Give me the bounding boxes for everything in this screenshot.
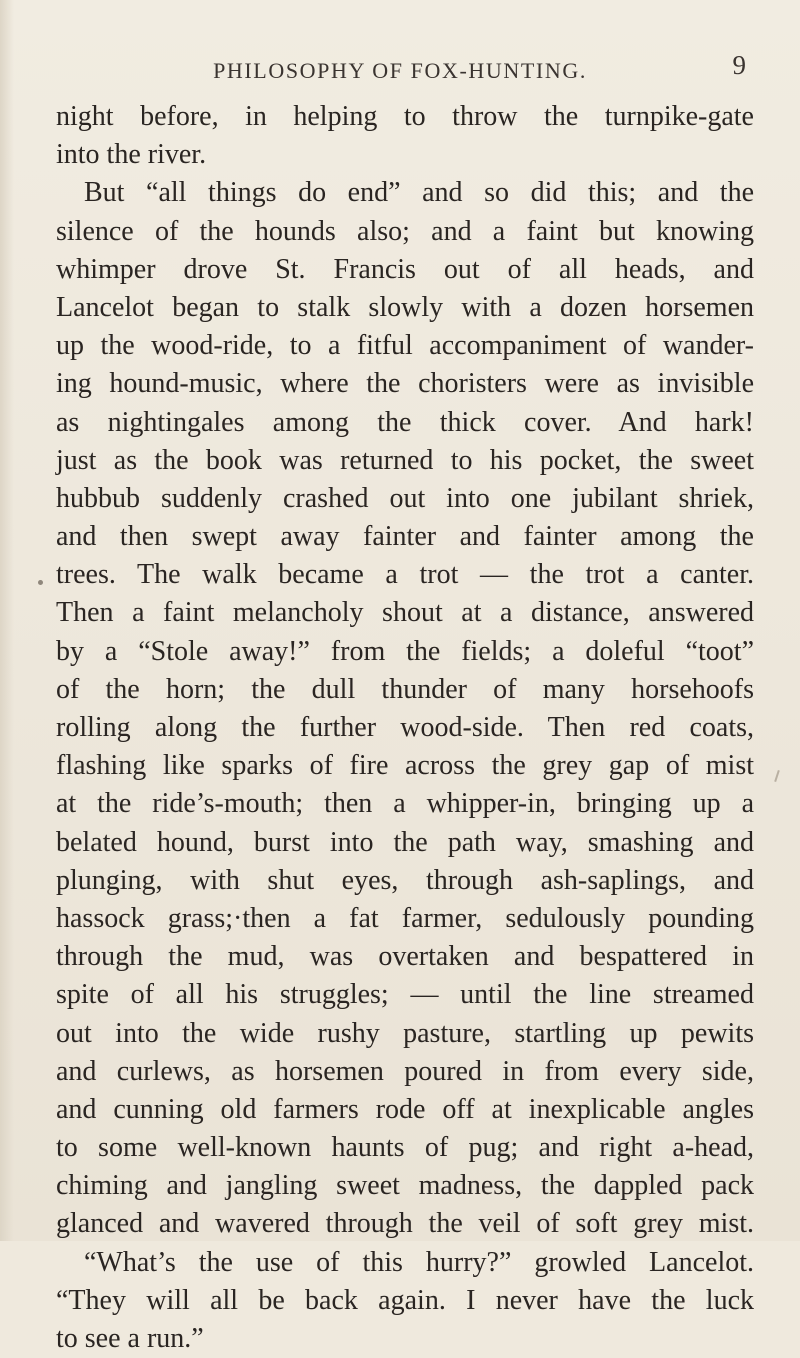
- text-line: and cunning old farmers rode off at inexplicable angles: [56, 1093, 754, 1125]
- text-line: at the ride’s-mouth; then a whipper-in, bringing up a: [56, 788, 754, 820]
- text-line: hassock grass;·then a fat farmer, sedulously pounding: [56, 902, 754, 934]
- text-line: plunging, with shut eyes, through ash-saplings, and: [56, 864, 754, 896]
- ink-speck: [38, 580, 43, 585]
- text-line: belated hound, burst into the path way, smashing and: [56, 826, 754, 858]
- text-line: through the mud, was overtaken and bespattered in: [56, 941, 754, 973]
- running-title: PHILOSOPHY OF FOX-HUNTING.: [213, 58, 587, 83]
- text-line: chiming and jangling sweet madness, the dappled pack: [56, 1170, 754, 1202]
- page-number: 9: [732, 50, 746, 80]
- text-line: Then a faint melancholy shout at a distance, answered: [56, 597, 754, 629]
- text-line: trees. The walk became a trot — the trot a canter.: [56, 559, 754, 591]
- text-line: and curlews, as horsemen poured in from every side,: [56, 1055, 754, 1087]
- text-line: by a “Stole away!” from the fields; a doleful “toot”: [56, 635, 754, 667]
- text-line: “They will all be back again. I never have the luck: [56, 1284, 754, 1316]
- text-line: just as the book was returned to his pocket, the sweet: [56, 444, 754, 476]
- text-line: silence of the hounds also; and a faint but knowing: [56, 215, 754, 247]
- text-line: out into the wide rushy pasture, startling up pewits: [56, 1017, 754, 1049]
- text-line: to some well-known haunts of pug; and right a-head,: [56, 1132, 754, 1164]
- page-edge-shadow: [0, 0, 14, 1241]
- text-line: rolling along the further wood-side. Then red coats,: [56, 712, 754, 743]
- text-line: whimper drove St. Francis out of all heads, and: [56, 253, 754, 285]
- text-line: hubbub suddenly crashed out into one jubilant shriek,: [56, 482, 754, 514]
- text-line: spite of all his struggles; — until the line streamed: [56, 979, 754, 1011]
- text-line: flashing like sparks of fire across the grey gap of mist: [56, 750, 754, 782]
- text-line: ing hound-music, where the choristers were as invisible: [56, 368, 754, 400]
- text-line: night before, in helping to throw the turnpike-gate: [56, 101, 754, 132]
- text-line: to see a run.”: [56, 1323, 204, 1354]
- text-line: and then swept away fainter and fainter among the: [56, 521, 754, 553]
- body-text: [56, 98, 754, 1358]
- running-header: [0, 50, 800, 90]
- text-line: glanced and wavered through the veil of soft grey mist.: [56, 1208, 754, 1240]
- text-line: of the horn; the dull thunder of many horsehoofs: [56, 673, 754, 705]
- text-line: up the wood-ride, to a fitful accompaniment of wander-: [56, 330, 754, 362]
- margin-mark: [774, 770, 780, 782]
- text-line: But “all things do end” and so did this; and the: [84, 177, 754, 209]
- text-line: as nightingales among the thick cover. And hark!: [56, 406, 754, 438]
- text-line: “What’s the use of this hurry?” growled Lancelot.: [84, 1246, 754, 1278]
- text-line: into the river.: [56, 139, 207, 171]
- text-line: Lancelot began to stalk slowly with a dozen horsemen: [56, 291, 754, 323]
